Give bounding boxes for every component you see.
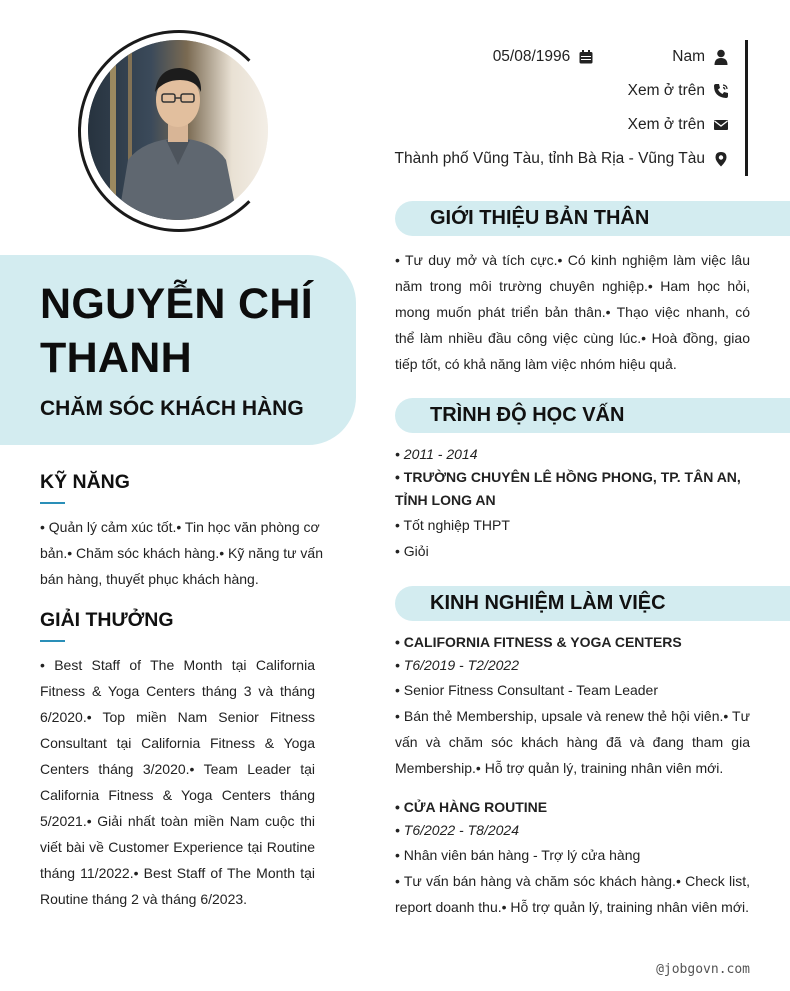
job-title: CHĂM SÓC KHÁCH HÀNG (40, 397, 304, 420)
user-icon (713, 49, 729, 65)
phone (628, 82, 729, 100)
education-heading: TRÌNH ĐỘ HỌC VẤN (430, 404, 625, 426)
awards-heading: GIẢI THƯỞNG (40, 609, 174, 631)
full-name: NGUYỄN CHÍ THANH (40, 280, 313, 382)
birthday-text: 05/08/1996 (492, 48, 571, 65)
job-role: • Senior Fitness Consultant - Team Leader (395, 682, 658, 698)
about-section (395, 247, 750, 377)
education-school: • TRƯỜNG CHUYÊN LÊ HỒNG PHONG, TP. TÂN AN, TỈNH LONG AN (395, 469, 741, 508)
experience-heading: KINH NGHIỆM LÀM VIỆC (430, 592, 666, 614)
skills-heading: KỸ NĂNG (40, 471, 130, 493)
contact-row-email (358, 108, 729, 142)
contact-row-address (358, 142, 729, 176)
awards-divider (40, 640, 65, 642)
phone-icon (713, 83, 729, 99)
address-text: Thành phố Vũng Tàu, tỉnh Bà Rịa - Vũng Tàu (394, 150, 705, 167)
email (628, 116, 729, 134)
skills-divider (40, 502, 65, 504)
skills-section (40, 471, 350, 592)
name-panel (0, 255, 356, 445)
job-description: • Bán thẻ Membership, upsale và renew thẻ hội viên.• Tư vấn và chăm sóc khách hàng đã và đang tham gia Membership.• Hỗ trợ quản lý, training nhân viên mới. (395, 708, 750, 776)
phone-text: Xem ở trên (627, 82, 705, 99)
gender (672, 48, 729, 66)
job-description: • Tư vấn bán hàng và chăm sóc khách hàng.• Check list, report doanh thu.• Hỗ trợ quản lý, training nhân viên mới. (395, 873, 750, 915)
skills-text: • Quản lý cảm xúc tốt.• Tin học văn phòng cơ bản.• Chăm sóc khách hàng.• Kỹ năng tư vấn bán hàng, thuyết phục khách hàng. (40, 519, 324, 587)
about-text: • Tư duy mở và tích cực.• Có kinh nghiệm làm việc lâu năm trong môi trường chuyên nghiệp.• Ham học hỏi, mong muốn phát triển bản thân.• Thạo việc nhanh, có thể làm nhiều đầu công việc cùng lúc.• Hoà đồng, giao tiếp tốt, có khả năng làm việc nhóm hiệu quả. (395, 252, 750, 372)
calendar-icon (578, 49, 594, 65)
email-text: Xem ở trên (627, 116, 705, 133)
education-period: • 2011 - 2014 (395, 446, 478, 462)
job-company: • CALIFORNIA FITNESS & YOGA CENTERS (395, 634, 682, 650)
experience-job-2 (395, 796, 750, 920)
education-header (395, 398, 790, 433)
awards-section (40, 609, 315, 912)
avatar-photo (88, 40, 268, 220)
gender-text: Nam (672, 48, 705, 65)
job-period: • T6/2022 - T8/2024 (395, 822, 519, 838)
job-company: • CỬA HÀNG ROUTINE (395, 799, 548, 815)
about-heading: GIỚI THIỆU BẢN THÂN (430, 207, 650, 229)
awards-text: • Best Staff of The Month tại California Fitness & Yoga Centers tháng 3 và tháng 6/2020.• Top miền Nam Senior Fitness Consultant tại California Fitness & Yoga Centers tháng 3/2020.• Team Leader tại California Fitness & Yoga Centers tháng 5/2021.• Giải nhất toàn miền Nam cuộc thi viết bài về Customer Experience tại Routine tháng 11/2022.• Best Staff of The Month tại Routine tháng 2 và tháng 6/2023. (40, 657, 315, 907)
experience-job-1 (395, 631, 750, 781)
experience-header (395, 586, 790, 621)
email-icon (713, 117, 729, 133)
location-icon (713, 151, 729, 167)
contact-row-phone (358, 74, 729, 108)
education-degree: • Tốt nghiệp THPT (395, 517, 510, 533)
job-period: • T6/2019 - T2/2022 (395, 657, 519, 673)
education-section (395, 443, 750, 564)
job-role: • Nhân viên bán hàng - Trợ lý cửa hàng (395, 847, 641, 863)
about-header (395, 201, 790, 236)
contact-block (358, 40, 748, 176)
address (395, 150, 730, 168)
avatar (88, 40, 268, 220)
contact-row-birthday-gender (358, 40, 729, 74)
education-grade: • Giỏi (395, 543, 429, 559)
birthday (493, 48, 595, 66)
watermark: @jobgovn.com (656, 962, 750, 977)
